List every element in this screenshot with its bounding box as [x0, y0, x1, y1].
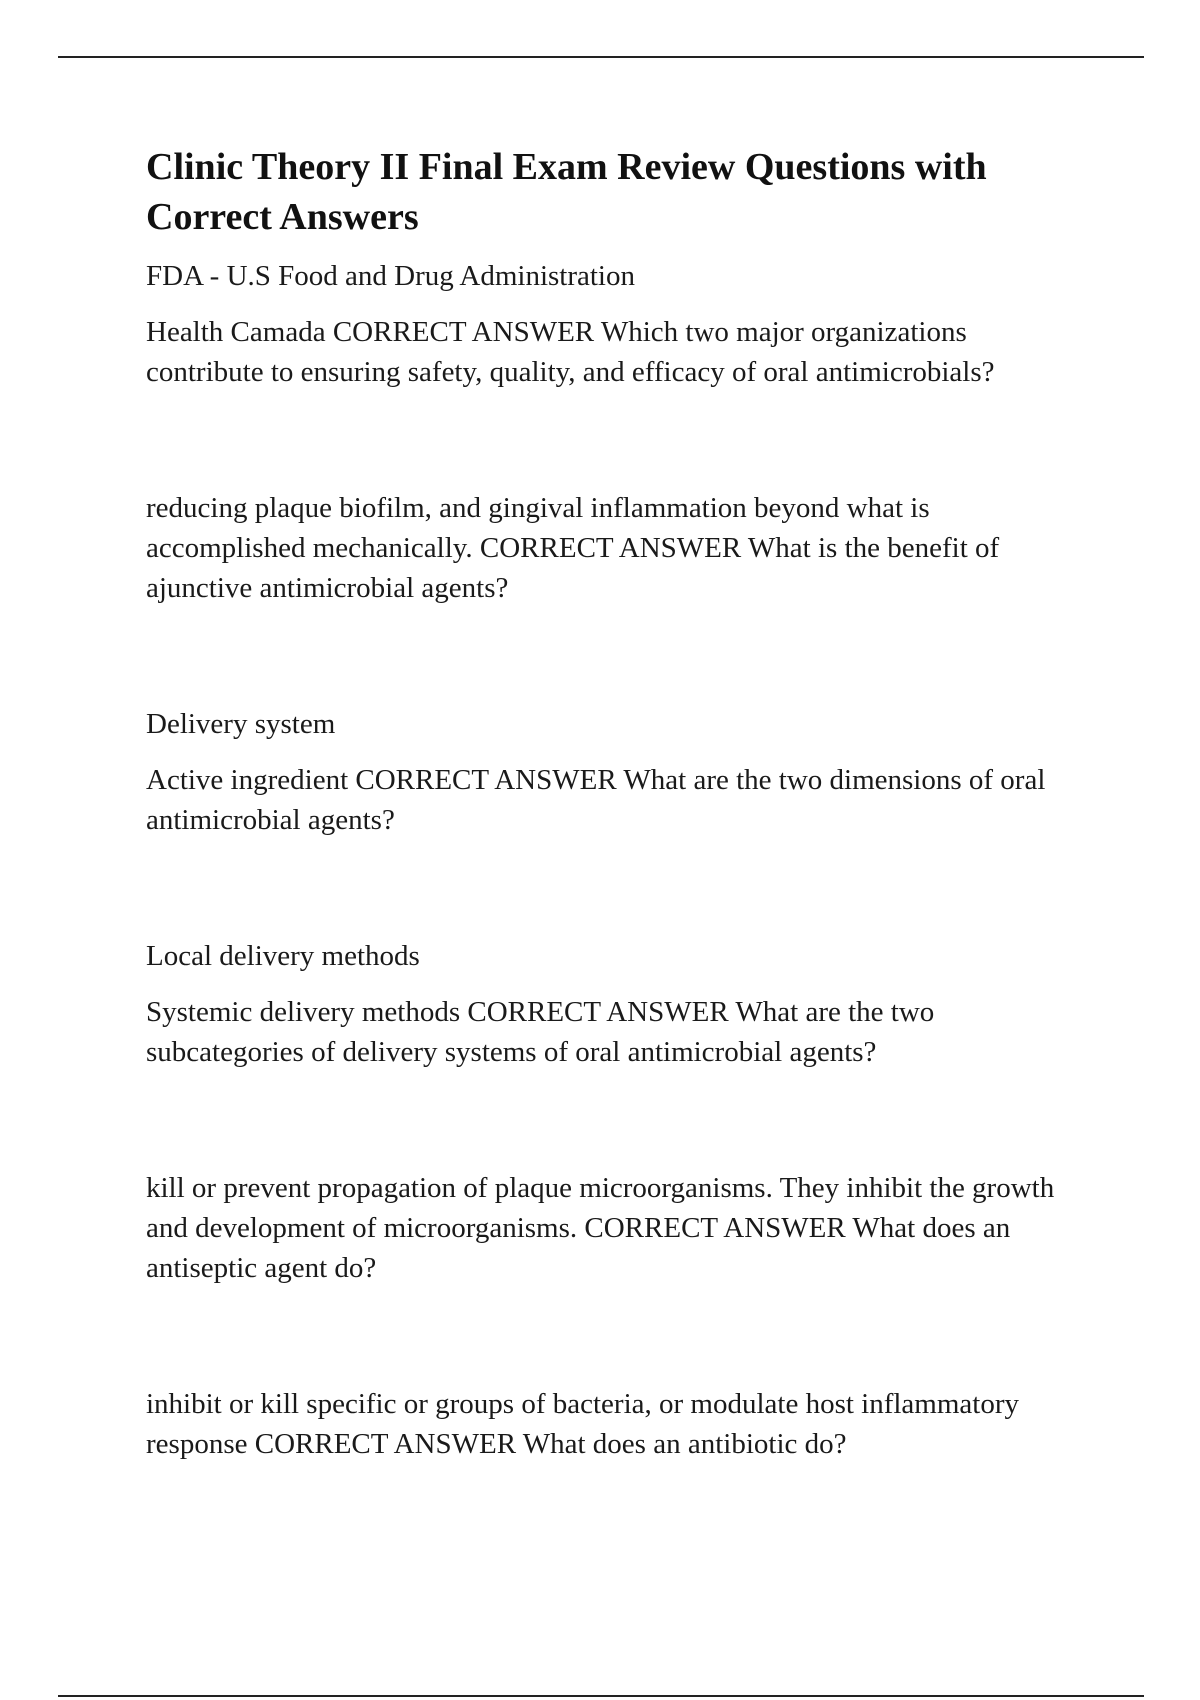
qa-delivery-subcategories: Systemic delivery methods CORRECT ANSWER What are the two subcategories of delivery systems of oral antimicrobial agents? [146, 996, 935, 1068]
qa-antibiotic: inhibit or kill specific or groups of bacteria, or modulate host inflammatory response CORRECT ANSWER What does an antibiotic do? [146, 1388, 1020, 1460]
qa-organizations: Health Camada CORRECT ANSWER Which two major organizations contribute to ensuring safety, quality, and efficacy of oral antimicrobials? [146, 316, 995, 388]
qa-antiseptic-agent: kill or prevent propagation of plaque microorganisms. They inhibit the growth and development of microorganisms. CORRECT ANSWER What does an antiseptic agent do? [146, 1172, 1055, 1284]
answer-fda: FDA - U.S Food and Drug Administration [146, 260, 635, 292]
document-body [146, 142, 1076, 1464]
answer-delivery-system: Delivery system [146, 708, 336, 740]
document-title: Clinic Theory II Final Exam Review Questions with Correct Answers [146, 146, 987, 238]
answer-local-delivery: Local delivery methods [146, 940, 420, 972]
bottom-divider [58, 1695, 1144, 1697]
top-divider [58, 56, 1144, 58]
qa-two-dimensions: Active ingredient CORRECT ANSWER What are the two dimensions of oral antimicrobial agents? [146, 764, 1046, 836]
qa-adjunctive-benefit: reducing plaque biofilm, and gingival inflammation beyond what is accomplished mechanically. CORRECT ANSWER What is the benefit of ajunctive antimicrobial agents? [146, 492, 1000, 604]
